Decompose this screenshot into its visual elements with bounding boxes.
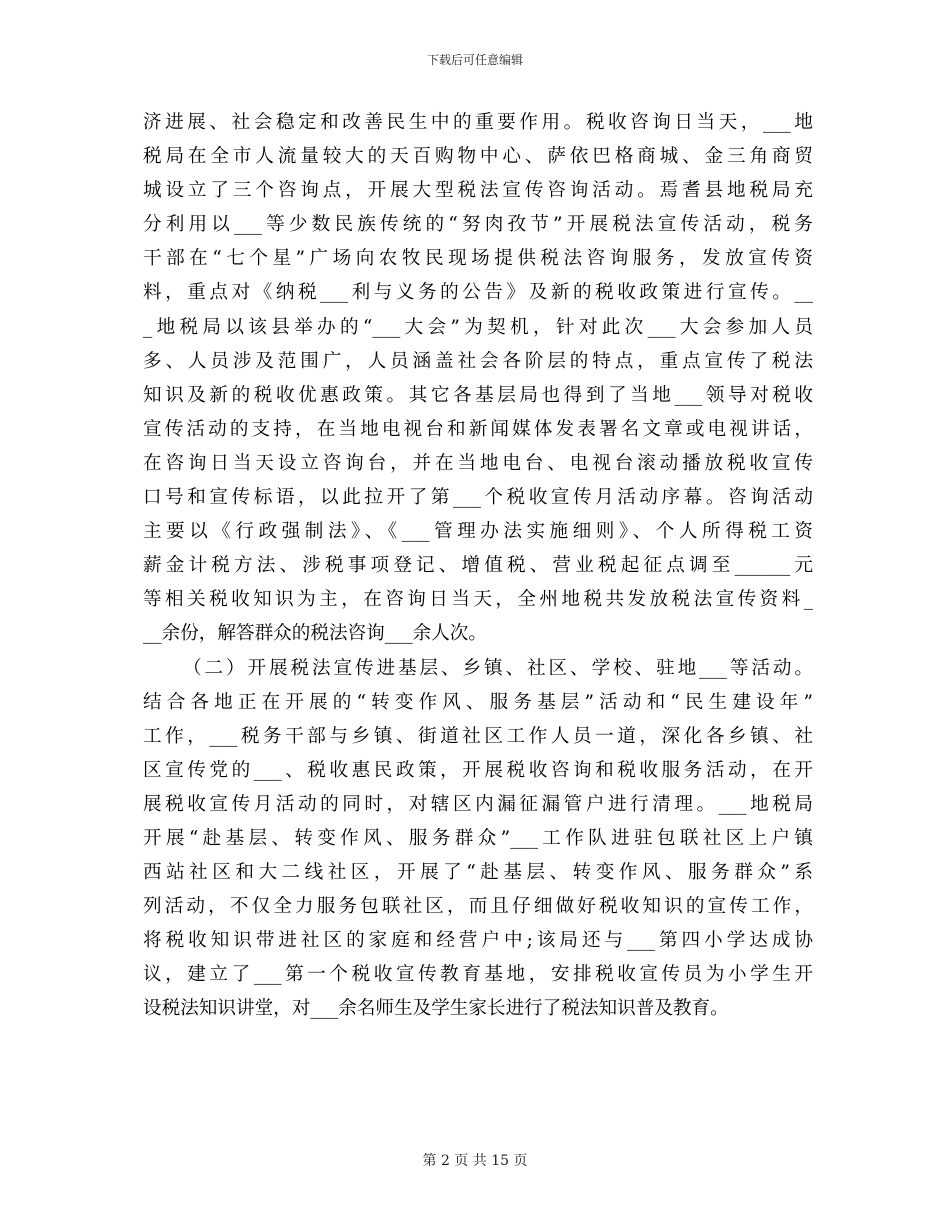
text-line: 西站社区和大二线社区，开展了“赴基层、转变作风、服务群众”系 xyxy=(143,862,813,884)
text-line: 开展“赴基层、转变作风、服务群众”___工作队进驻包联社区上户镇 xyxy=(143,827,813,849)
text-line: 干部在“七个星”广场向农牧民现场提供税法咨询服务，发放宣传资 xyxy=(143,248,813,270)
text-line: __余份，解答群众的税法咨询___余人次。 xyxy=(143,623,487,645)
text-line: 展税收宣传月活动的同时，对辖区内漏征漏管户进行清理。___地税局 xyxy=(143,793,813,815)
text-line: _地税局以该县举办的“___大会”为契机，针对此次___大会参加人员 xyxy=(143,316,813,338)
text-line: 知识及新的税收优惠政策。其它各基层局也得到了当地___领导对税收 xyxy=(143,384,813,406)
text-line: 料，重点对《纳税___利与义务的公告》及新的税收政策进行宣传。__ xyxy=(143,282,813,304)
text-line: 多、人员涉及范围广，人员涵盖社会各阶层的特点，重点宣传了税法 xyxy=(143,350,813,372)
text-line: 工作，___税务干部与乡镇、街道社区工作人员一道，深化各乡镇、社 xyxy=(143,725,813,747)
text-line: 口号和宣传标语，以此拉开了第___个税收宣传月活动序幕。咨询活动 xyxy=(143,487,813,509)
text-line: 城设立了三个咨询点，开展大型税法宣传咨询活动。焉耆县地税局充 xyxy=(143,180,813,202)
text-line: 主要以《行政强制法》、《___管理办法实施细则》、个人所得税工资 xyxy=(143,521,813,543)
text-line: 结合各地正在开展的“转变作风、服务基层”活动和“民生建设年” xyxy=(143,691,813,713)
text-line: 区宣传党的___、税收惠民政策，开展税收咨询和税收服务活动，在开 xyxy=(143,759,813,781)
text-line: （二）开展税法宣传进基层、乡镇、社区、学校、驻地___等活动。 xyxy=(183,657,813,679)
text-line: 济进展、社会稳定和改善民生中的重要作用。税收咨询日当天，___地 xyxy=(143,112,813,133)
text-line: 分利用以___等少数民族传统的“努肉孜节”开展税法宣传活动，税务 xyxy=(143,214,813,236)
text-line: 宣传活动的支持，在当地电视台和新闻媒体发表署名文章或电视讲话， xyxy=(143,418,813,440)
text-line: 等相关税收知识为主，在咨询日当天，全州地税共发放税法宣传资料_ xyxy=(143,589,813,611)
paragraph xyxy=(143,652,813,1027)
text-line: 设税法知识讲堂，对___余名师生及学生家长进行了税法知识普及教育。 xyxy=(143,998,729,1020)
text-line: 薪金计税方法、涉税事项登记、增值税、营业税起征点调至______元 xyxy=(143,555,813,577)
page-number: 第 2 页 共 15 页 xyxy=(422,1153,528,1169)
text-line: 议，建立了___第一个税收宣传教育基地，安排税收宣传员为小学生开 xyxy=(143,964,813,986)
document-body xyxy=(143,106,813,1027)
page-header-note: 下载后可任意编辑 xyxy=(426,53,523,67)
text-line: 在咨询日当天设立咨询台，并在当地电台、电视台滚动播放税收宣传 xyxy=(143,452,813,474)
text-line: 税局在全市人流量较大的天百购物中心、萨依巴格商城、金三角商贸 xyxy=(143,146,813,168)
text-line: 将税收知识带进社区的家庭和经营户中;该局还与___第四小学达成协 xyxy=(143,930,813,952)
text-line: 列活动，不仅全力服务包联社区，而且仔细做好税收知识的宣传工作， xyxy=(143,896,813,918)
paragraph xyxy=(143,106,813,652)
